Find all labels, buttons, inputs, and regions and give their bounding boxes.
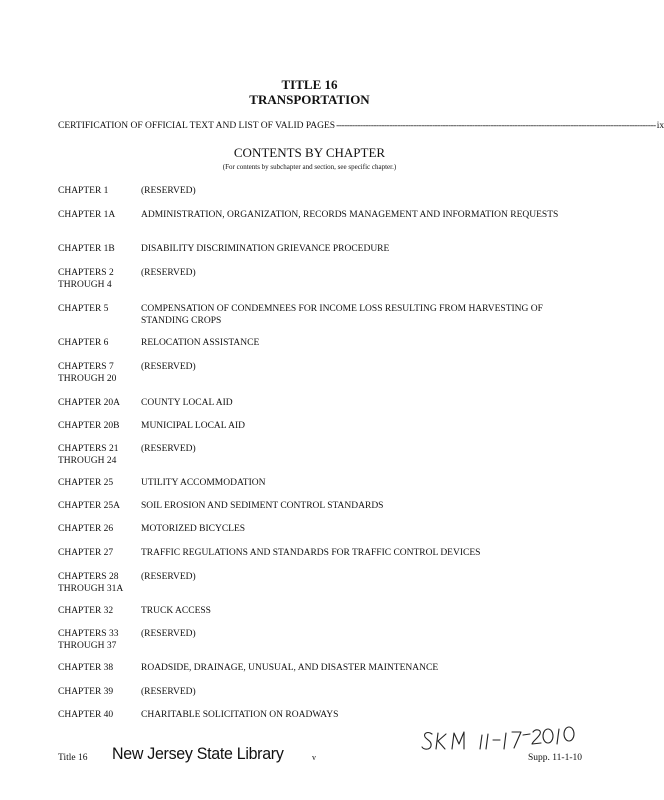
chapter-row[interactable] — [58, 337, 588, 349]
chapter-label — [58, 686, 141, 698]
chapter-label — [58, 547, 141, 559]
handwritten-signature — [420, 722, 580, 756]
chapter-label — [58, 337, 141, 349]
chapter-title: SOIL EROSION AND SEDIMENT CONTROL STANDARDS — [141, 501, 384, 511]
chapter-label — [58, 477, 141, 489]
chapter-title: (RESERVED) — [141, 186, 196, 196]
chapter-label-line: CHAPTERS 28 — [58, 572, 119, 582]
chapter-title: UTILITY ACCOMMODATION — [141, 478, 266, 488]
chapter-label-line: CHAPTER 26 — [58, 524, 114, 534]
chapter-title: CHARITABLE SOLICITATION ON ROADWAYS — [141, 710, 339, 720]
chapter-label-line: CHAPTER 20B — [58, 421, 120, 431]
chapter-title: TRUCK ACCESS — [141, 606, 211, 616]
certification-line[interactable] — [58, 119, 664, 133]
chapter-label-line: CHAPTERS 21 — [58, 444, 119, 454]
footer-title: Title 16 — [58, 753, 88, 763]
chapter-row[interactable] — [58, 267, 588, 291]
chapter-title: (RESERVED) — [141, 268, 196, 278]
chapter-row[interactable] — [58, 500, 588, 512]
chapter-row[interactable] — [58, 523, 588, 535]
chapter-label-line: THROUGH 24 — [58, 456, 117, 466]
chapter-label — [58, 523, 141, 535]
chapter-row[interactable] — [58, 547, 588, 559]
chapter-title: ROADSIDE, DRAINAGE, UNUSUAL, AND DISASTER MAINTENANCE — [141, 663, 439, 673]
chapter-row[interactable] — [58, 361, 588, 385]
chapter-title: MOTORIZED BICYCLES — [141, 524, 246, 534]
chapter-label-line: THROUGH 31A — [58, 584, 124, 594]
certification-text: CERTIFICATION OF OFFICIAL TEXT AND LIST OF VALID PAGES — [58, 121, 336, 131]
chapter-label-line: THROUGH 4 — [58, 280, 112, 290]
chapter-label-line: CHAPTER 40 — [58, 710, 114, 720]
contents-heading: CONTENTS BY CHAPTER — [233, 145, 386, 160]
chapter-title: RELOCATION ASSISTANCE — [141, 338, 260, 348]
chapter-label-line: CHAPTER 1A — [58, 210, 116, 220]
chapter-label — [58, 209, 141, 221]
chapter-label-line: CHAPTER 6 — [58, 338, 109, 348]
chapter-label — [58, 361, 141, 385]
chapter-label-line: CHAPTER 1B — [58, 244, 115, 254]
chapter-label — [58, 571, 141, 595]
chapter-label-line: CHAPTER 25A — [58, 501, 121, 511]
chapter-row[interactable] — [58, 443, 588, 467]
chapter-row[interactable] — [58, 397, 588, 409]
chapter-label-line: CHAPTER 32 — [58, 606, 114, 616]
chapter-title: (RESERVED) — [141, 444, 196, 454]
chapter-label-line: CHAPTER 38 — [58, 663, 114, 673]
library-name: New Jersey State Library — [112, 745, 284, 764]
chapter-label — [58, 420, 141, 432]
chapter-row[interactable] — [58, 628, 588, 652]
contents-note: (For contents by subchapter and section, see specific chapter.) — [222, 163, 397, 171]
chapter-label-line: CHAPTER 5 — [58, 304, 109, 314]
chapter-row[interactable] — [58, 605, 588, 617]
certification-page: ix — [656, 121, 664, 131]
chapter-title: (RESERVED) — [141, 629, 196, 639]
chapter-label — [58, 267, 141, 291]
chapter-label — [58, 709, 141, 721]
chapter-label-line: CHAPTER 1 — [58, 186, 109, 196]
supplement-date: Supp. 11-1-10 — [527, 753, 582, 763]
chapter-label-line: CHAPTERS 7 — [58, 362, 114, 372]
chapter-label-line: CHAPTERS 33 — [58, 629, 119, 639]
chapter-row[interactable] — [58, 303, 588, 327]
chapter-title: COUNTY LOCAL AID — [141, 398, 233, 408]
chapter-title: TRAFFIC REGULATIONS AND STANDARDS FOR TRAFFIC CONTROL DEVICES — [141, 548, 481, 558]
chapter-title: COMPENSATION OF CONDEMNEES FOR INCOME LOSS RESULTING FROM HARVESTING OF STANDING CROPS — [141, 304, 543, 326]
chapter-row[interactable] — [58, 686, 588, 698]
chapter-label — [58, 443, 141, 467]
chapter-label — [58, 303, 141, 327]
chapter-title: (RESERVED) — [141, 572, 196, 582]
chapter-row[interactable] — [58, 477, 588, 489]
chapter-title: (RESERVED) — [141, 362, 196, 372]
chapter-title: (RESERVED) — [141, 687, 196, 697]
chapter-label-line: CHAPTERS 2 — [58, 268, 114, 278]
chapter-label-line: CHAPTER 25 — [58, 478, 114, 488]
chapter-title: ADMINISTRATION, ORGANIZATION, RECORDS MANAGEMENT AND INFORMATION REQUESTS — [141, 210, 559, 220]
chapter-row[interactable] — [58, 209, 588, 221]
chapter-row[interactable] — [58, 662, 588, 674]
chapter-label — [58, 628, 141, 652]
chapter-label — [58, 605, 141, 617]
chapter-label — [58, 243, 141, 255]
chapter-title: DISABILITY DISCRIMINATION GRIEVANCE PROCEDURE — [141, 244, 390, 254]
page-number: v — [312, 753, 316, 762]
title-block — [0, 77, 619, 107]
chapter-label-line: CHAPTER 27 — [58, 548, 114, 558]
chapter-label-line: CHAPTER 20A — [58, 398, 121, 408]
chapter-label — [58, 185, 141, 197]
chapter-row[interactable] — [58, 709, 588, 721]
title-name: TRANSPORTATION — [249, 92, 370, 107]
chapter-label — [58, 500, 141, 512]
title-number: TITLE 16 — [281, 77, 338, 92]
chapter-label-line: THROUGH 20 — [58, 374, 117, 384]
chapter-label-line: CHAPTER 39 — [58, 687, 114, 697]
chapter-row[interactable] — [58, 243, 588, 255]
chapter-label-line: THROUGH 37 — [58, 641, 117, 651]
chapter-row[interactable] — [58, 185, 588, 197]
dot-leader: ------------------------------------------------------------------------------------------------------------------------ — [336, 121, 656, 131]
chapter-label — [58, 397, 141, 409]
chapter-row[interactable] — [58, 571, 588, 595]
chapter-title: MUNICIPAL LOCAL AID — [141, 421, 245, 431]
chapter-row[interactable] — [58, 420, 588, 432]
chapter-label — [58, 662, 141, 674]
